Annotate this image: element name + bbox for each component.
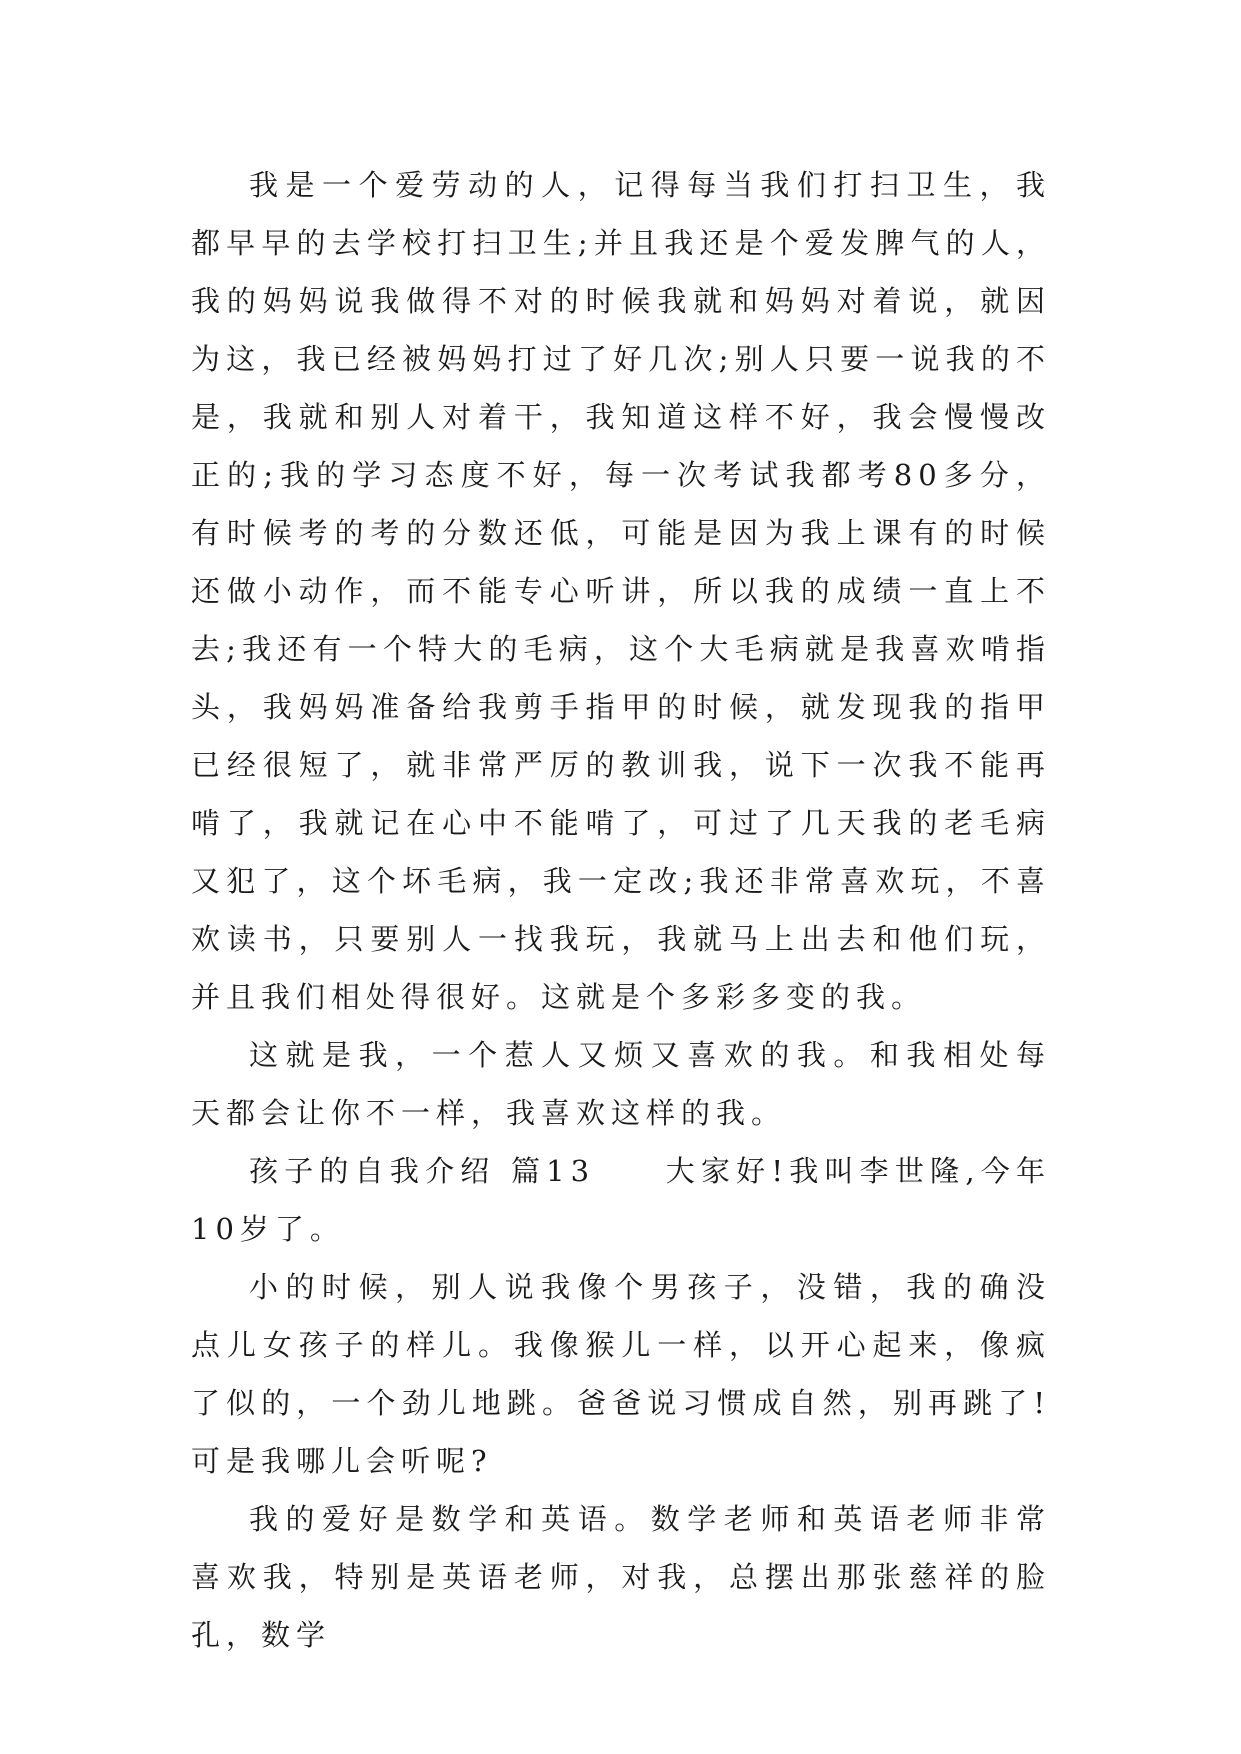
paragraph-5: 我的爱好是数学和英语。数学老师和英语老师非常喜欢我，特别是英语老师，对我，总摆出那张慈祥的脸孔，数学 [191, 1502, 1051, 1652]
paragraph-3-section-heading: 孩子的自我介绍 篇13 大家好!我叫李世隆,今年10岁了。 [191, 1154, 1051, 1246]
paragraph-1: 我是一个爱劳动的人，记得每当我们打扫卫生，我都早早的去学校打扫卫生;并且我还是个爱发脾气的人，我的妈妈说我做得不对的时候我就和妈妈对着说，就因为这，我已经被妈妈打过了好几次;别人只要一说我的不是，我就和别人对着干，我知道这样不好，我会慢慢改正的;我的学习态度不好，每一次考试我都考80多分，有时候考的考的分数还低，可能是因为我上课有的时候还做小动作，而不能专心听讲，所以我的成绩一直上不去;我还有一个特大的毛病，这个大毛病就是我喜欢啃指头，我妈妈准备给我剪手指甲的时候，就发现我的指甲已经很短了，就非常严厉的教训我，说下一次我不能再啃了，我就记在心中不能啃了，可过了几天我的老毛病又犯了，这个坏毛病，我一定改;我还非常喜欢玩，不喜欢读书，只要别人一找我玩，我就马上出去和他们玩，并且我们相处得很好。这就是个多彩多变的我。 [191, 168, 1051, 1014]
document-body [191, 156, 1051, 1664]
paragraph-2: 这就是我，一个惹人又烦又喜欢的我。和我相处每天都会让你不一样，我喜欢这样的我。 [191, 1038, 1051, 1130]
paragraph-4: 小的时候，别人说我像个男孩子，没错，我的确没点儿女孩子的样儿。我像猴儿一样，以开心起来，像疯了似的，一个劲儿地跳。爸爸说习惯成自然，别再跳了!可是我哪儿会听呢? [191, 1270, 1051, 1478]
